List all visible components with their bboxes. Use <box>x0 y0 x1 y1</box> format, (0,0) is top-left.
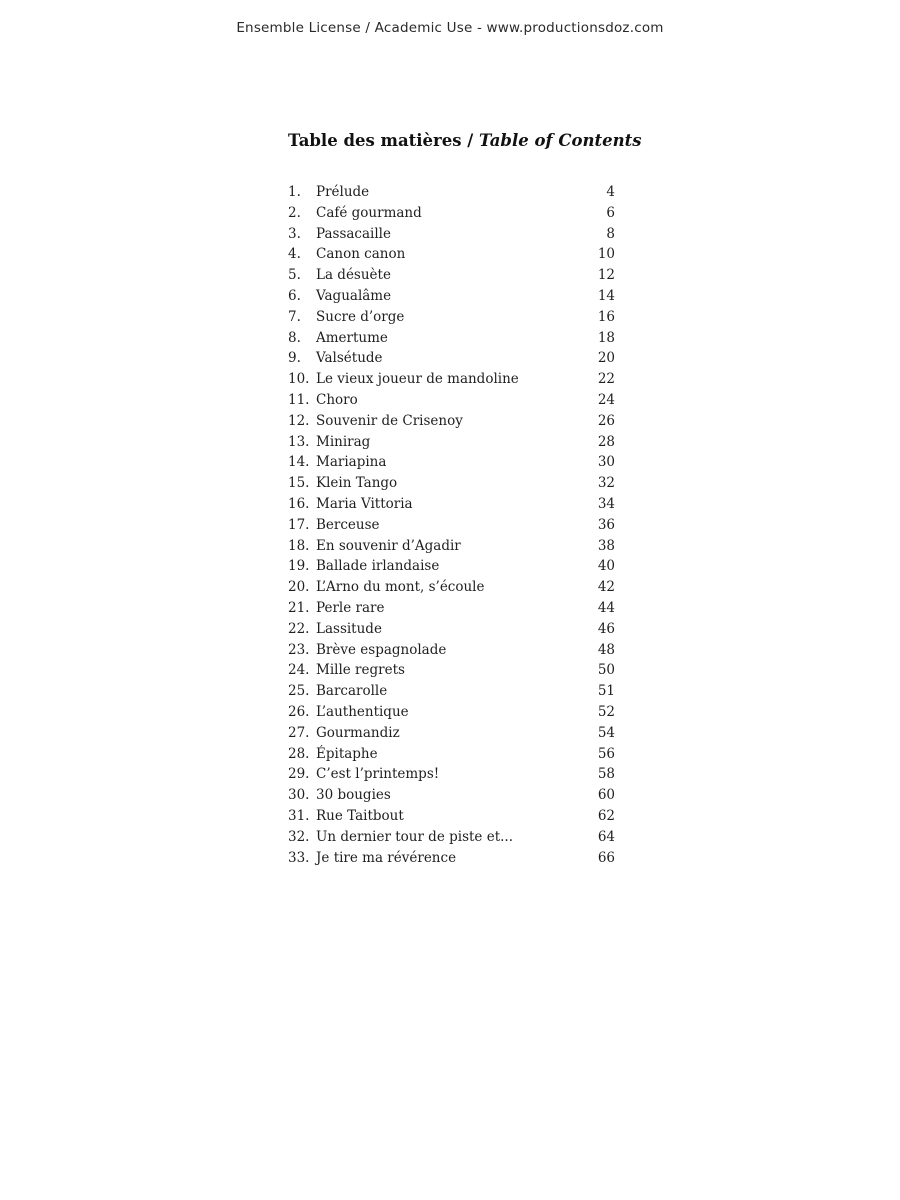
toc-entry <box>288 515 618 536</box>
toc-entry-title: Berceuse <box>316 516 380 533</box>
toc-entry-title: Rue Taitbout <box>316 807 404 824</box>
toc-entry-title: Café gourmand <box>316 204 422 221</box>
toc-entry-number: 21. <box>288 599 310 616</box>
toc-entry-title: Passacaille <box>316 225 391 242</box>
toc-entry-number: 33. <box>288 849 310 866</box>
toc-entry-title: Sucre d’orge <box>316 308 405 325</box>
toc-entry-number: 19. <box>288 558 310 575</box>
toc-entry <box>288 452 618 473</box>
toc-entry-title: L’Arno du mont, s’écoule <box>316 579 485 596</box>
toc-entry-number: 17. <box>288 516 310 533</box>
toc-entry-title: Un dernier tour de piste et... <box>316 828 513 845</box>
toc-entry-title: Canon canon <box>316 246 406 263</box>
toc-entry-title: Je tire ma révérence <box>316 849 457 866</box>
toc-entry <box>288 764 618 785</box>
toc-entry-title: Amertume <box>316 329 388 346</box>
toc-entry-number: 6. <box>288 287 301 304</box>
toc-entry-title: Perle rare <box>316 599 385 616</box>
toc-entry-page: 46 <box>597 620 615 637</box>
toc-entry <box>288 244 618 265</box>
toc-entry-page: 18 <box>597 329 615 346</box>
toc-entry <box>288 598 618 619</box>
toc-entry <box>288 744 618 765</box>
toc-entry-page: 14 <box>597 287 615 304</box>
toc-entry-page: 44 <box>597 599 615 616</box>
toc-entry <box>288 203 618 224</box>
toc-entry-page: 40 <box>597 558 615 575</box>
toc-entry-page: 62 <box>597 807 615 824</box>
toc-entry-page: 12 <box>597 267 615 284</box>
toc-entry-title: Gourmandiz <box>316 724 400 741</box>
toc-entry-page: 16 <box>597 308 615 325</box>
toc-entry-number: 24. <box>288 662 310 679</box>
toc-entry-number: 9. <box>288 350 301 367</box>
toc-entry-number: 27. <box>288 724 310 741</box>
toc-entry-page: 4 <box>606 184 615 200</box>
toc-entry-title: La désuète <box>316 267 391 284</box>
toc-entry-title: En souvenir d’Agadir <box>316 537 461 554</box>
toc-entry-number: 8. <box>288 329 301 346</box>
toc-list <box>288 182 618 868</box>
toc-entry-page: 8 <box>606 225 615 242</box>
toc-entry-title: Klein Tango <box>316 475 398 492</box>
toc-entry <box>288 827 618 848</box>
toc-entry-number: 12. <box>288 412 310 429</box>
toc-entry <box>288 723 618 744</box>
toc-entry <box>288 640 618 661</box>
toc-entry <box>288 348 618 369</box>
toc-entry-number: 30. <box>288 787 310 804</box>
toc-entry-number: 31. <box>288 807 310 824</box>
toc-entry-page: 54 <box>597 724 615 741</box>
toc-entry-page: 48 <box>597 641 615 658</box>
toc-entry-number: 16. <box>288 495 310 512</box>
toc-entry <box>288 182 618 203</box>
toc-entry-page: 34 <box>597 495 615 512</box>
toc-entry-title: Le vieux joueur de mandoline <box>316 371 519 388</box>
toc-entry-title: Barcarolle <box>316 683 388 700</box>
toc-entry <box>288 390 618 411</box>
toc-entry <box>288 556 618 577</box>
toc-entry <box>288 619 618 640</box>
toc-entry-page: 38 <box>597 537 615 554</box>
toc-entry-title: L’authentique <box>316 703 409 720</box>
toc-entry-number: 29. <box>288 766 310 783</box>
toc-entry-page: 42 <box>597 579 615 596</box>
toc-entry-title: C’est l’printemps! <box>316 766 440 783</box>
toc-entry-number: 3. <box>288 225 301 242</box>
toc-entry <box>288 806 618 827</box>
toc-entry-page: 66 <box>597 849 615 866</box>
toc-entry-number: 23. <box>288 641 310 658</box>
toc-entry-page: 32 <box>597 475 615 492</box>
toc-entry <box>288 432 618 453</box>
toc-entry-page: 10 <box>597 246 615 263</box>
toc-title-fr: Table des matières <box>288 131 462 150</box>
toc-entry <box>288 494 618 515</box>
toc-entry-number: 18. <box>288 537 310 554</box>
toc-entry-title: Valsétude <box>316 350 383 367</box>
toc-title-en: Table of Contents <box>479 131 642 150</box>
toc-entry <box>288 702 618 723</box>
toc-entry-number: 15. <box>288 475 310 492</box>
toc-entry <box>288 265 618 286</box>
toc-entry <box>288 536 618 557</box>
toc-entry-number: 13. <box>288 433 310 450</box>
toc-entry-page: 52 <box>597 703 615 720</box>
toc-entry-number: 10. <box>288 371 310 388</box>
toc-entry <box>288 307 618 328</box>
toc-entry-page: 36 <box>597 516 615 533</box>
toc-entry-number: 11. <box>288 391 310 408</box>
toc-entry-title: Épitaphe <box>316 745 378 762</box>
toc-entry-page: 58 <box>597 766 615 783</box>
toc-entry-number: 25. <box>288 683 310 700</box>
toc-entry-page: 64 <box>597 828 615 845</box>
toc-title-separator: / <box>461 131 480 150</box>
toc-entry-number: 14. <box>288 454 310 471</box>
toc-entry-page: 60 <box>597 787 615 804</box>
toc-entry <box>288 286 618 307</box>
toc-entry-page: 56 <box>597 745 615 762</box>
toc-entry-number: 32. <box>288 828 310 845</box>
toc-entry-title: Brève espagnolade <box>316 641 447 658</box>
toc-entry-title: Lassitude <box>316 620 382 637</box>
toc-entry-page: 30 <box>597 454 615 471</box>
toc-entry-number: 20. <box>288 579 310 596</box>
toc-entry-title: Vagualâme <box>316 287 392 304</box>
toc-entry-page: 22 <box>597 371 615 388</box>
toc-entry-page: 51 <box>597 683 615 700</box>
toc-entry-page: 26 <box>597 412 615 429</box>
toc-entry-title: Minirag <box>316 433 371 450</box>
table-of-contents <box>288 131 642 868</box>
toc-entry-title: Choro <box>316 391 358 408</box>
toc-title <box>288 131 642 150</box>
toc-entry <box>288 328 618 349</box>
toc-entry-title: Mille regrets <box>316 662 405 679</box>
toc-entry-number: 1. <box>288 184 301 200</box>
toc-entry <box>288 577 618 598</box>
toc-entry <box>288 411 618 432</box>
toc-entry-number: 22. <box>288 620 310 637</box>
toc-entry <box>288 369 618 390</box>
toc-entry <box>288 473 618 494</box>
toc-entry-page: 28 <box>597 433 615 450</box>
toc-entry <box>288 224 618 245</box>
toc-entry-page: 50 <box>597 662 615 679</box>
toc-entry-page: 20 <box>597 350 615 367</box>
toc-entry <box>288 785 618 806</box>
toc-entry-number: 28. <box>288 745 310 762</box>
toc-entry-title: Ballade irlandaise <box>316 558 440 575</box>
toc-entry-number: 2. <box>288 204 301 221</box>
toc-entry-number: 5. <box>288 267 301 284</box>
toc-entry <box>288 848 618 869</box>
toc-entry <box>288 681 618 702</box>
toc-entry-number: 26. <box>288 703 310 720</box>
toc-entry-page: 6 <box>606 204 615 221</box>
toc-entry <box>288 660 618 681</box>
toc-entry-title: Souvenir de Crisenoy <box>316 412 463 429</box>
toc-entry-number: 7. <box>288 308 301 325</box>
license-notice: Ensemble License / Academic Use - www.productionsdoz.com <box>236 20 664 36</box>
toc-entry-title: Maria Vittoria <box>316 495 413 512</box>
toc-entry-page: 24 <box>597 391 615 408</box>
toc-entry-title: Mariapina <box>316 454 387 471</box>
toc-entry-title: 30 bougies <box>316 787 391 804</box>
toc-entry-title: Prélude <box>316 184 370 200</box>
toc-entry-number: 4. <box>288 246 301 263</box>
